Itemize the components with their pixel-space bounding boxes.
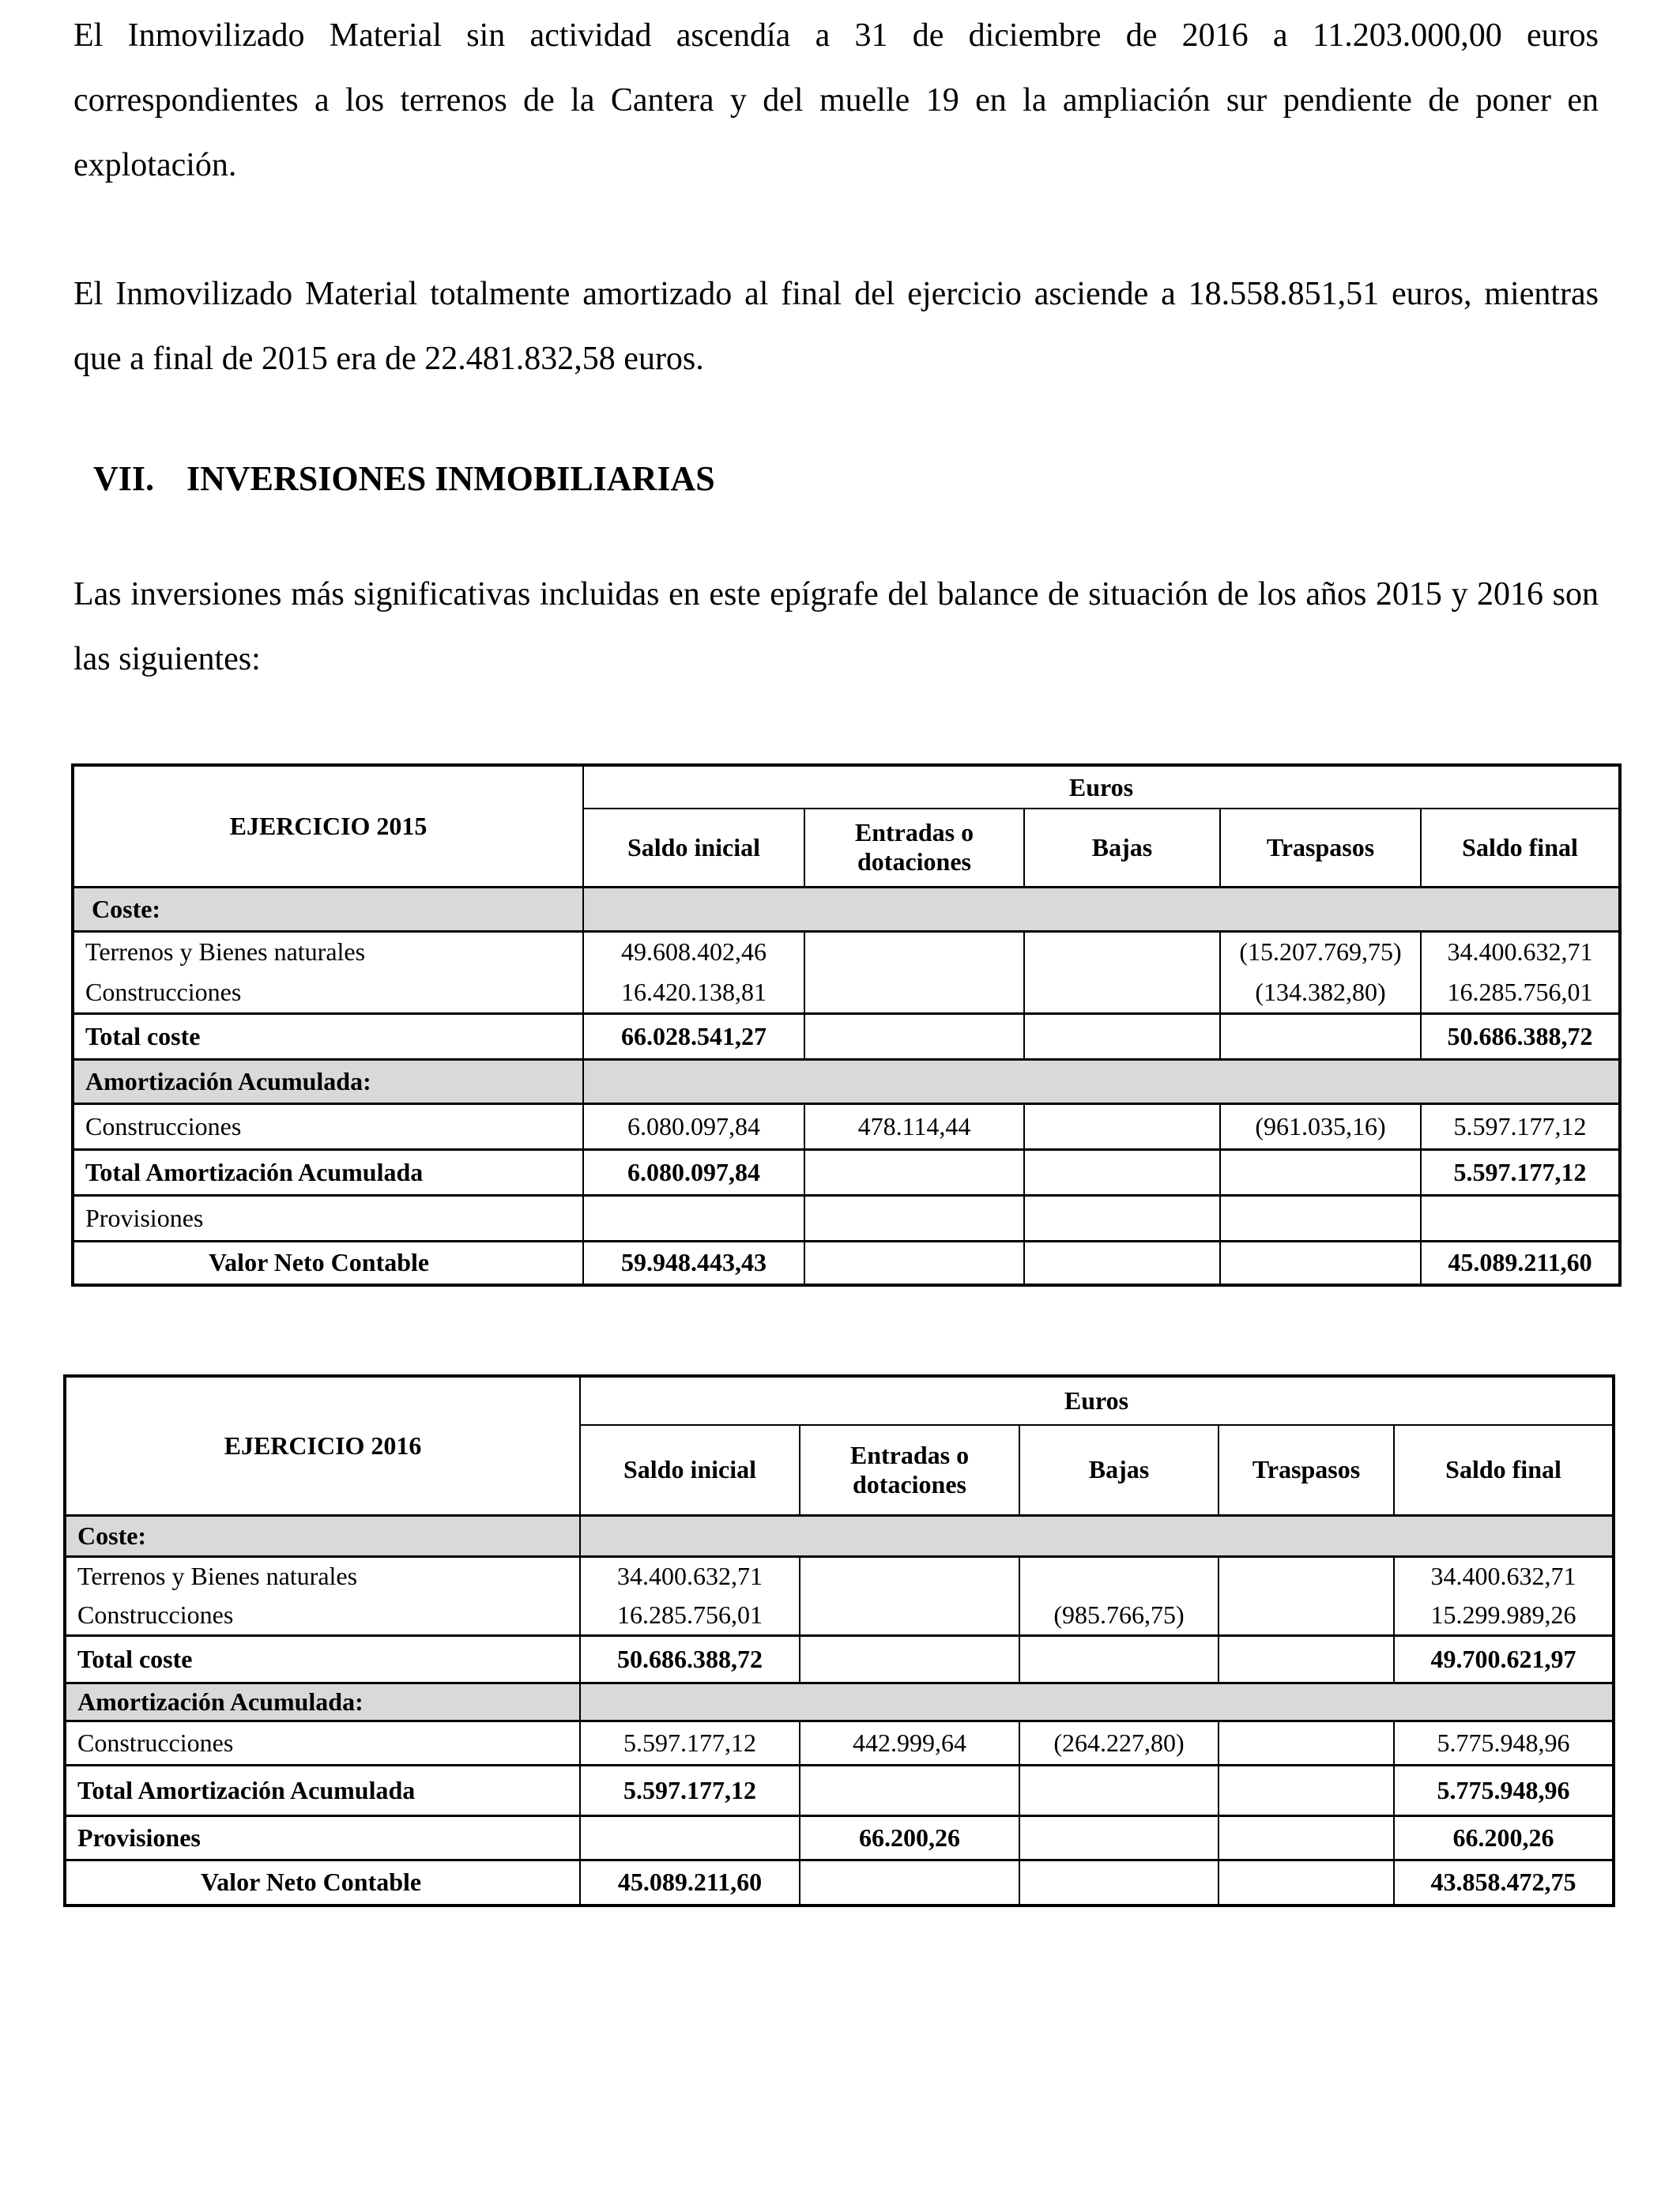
cell-entradas [804,1195,1024,1241]
cell-traspasos [1219,1765,1394,1815]
table-row-total [65,1765,1614,1815]
column-header: Saldo inicial [580,1425,800,1515]
cell-saldo-inicial: 16.420.138,81 [583,972,804,1013]
table-row-total [65,1635,1614,1683]
row-label: Terrenos y Bienes naturales [65,1556,580,1596]
row-label: Construcciones [65,1721,580,1765]
currency-header: Euros [583,765,1620,809]
cell-saldo-final: 16.285.756,01 [1421,972,1620,1013]
cell-entradas: 66.200,26 [800,1815,1019,1860]
column-header: Bajas [1019,1425,1219,1515]
row-label: Construcciones [73,1103,583,1149]
column-header: Saldo final [1421,809,1620,887]
row-label: Valor Neto Contable [73,1241,583,1285]
column-header: Bajas [1024,809,1220,887]
table-row [65,1556,1614,1596]
cell-saldo-final [1421,1195,1620,1241]
row-label: Total Amortización Acumulada [65,1765,580,1815]
cell-entradas [804,931,1024,972]
section-fill [583,887,1620,931]
cell-traspasos: (961.035,16) [1220,1103,1421,1149]
table-row [65,1721,1614,1765]
table-ejercicio-2015 [71,763,1622,1287]
year-label: EJERCICIO 2016 [65,1376,580,1515]
row-label: Provisiones [73,1195,583,1241]
table-row [65,1815,1614,1860]
cell-bajas: (985.766,75) [1019,1596,1219,1635]
cell-saldo-final: 49.700.621,97 [1394,1635,1614,1683]
section-number: VII. [93,459,155,498]
row-label: Total coste [73,1013,583,1059]
table-row [73,1103,1620,1149]
cell-traspasos [1220,1195,1421,1241]
cell-saldo-final: 34.400.632,71 [1421,931,1620,972]
table-row [73,1195,1620,1241]
cell-saldo-final: 15.299.989,26 [1394,1596,1614,1635]
cell-saldo-final: 43.858.472,75 [1394,1860,1614,1906]
cell-traspasos: (15.207.769,75) [1220,931,1421,972]
column-header: Traspasos [1219,1425,1394,1515]
cell-traspasos [1220,1241,1421,1285]
cell-entradas [800,1596,1019,1635]
currency-header: Euros [580,1376,1614,1425]
cell-bajas [1019,1635,1219,1683]
cell-entradas [804,1013,1024,1059]
cell-saldo-inicial: 6.080.097,84 [583,1149,804,1195]
paragraph-inmovilizado-amortizado: El Inmovilizado Material totalmente amortizado al final del ejercicio asciende a 18.558.851,51 euros, mientras que a final de 2015 era de 22.481.832,58 euros. [73,276,1599,377]
cell-bajas: (264.227,80) [1019,1721,1219,1765]
row-label: Construcciones [65,1596,580,1635]
cell-saldo-inicial: 49.608.402,46 [583,931,804,972]
cell-entradas [804,972,1024,1013]
cell-bajas [1024,1013,1220,1059]
column-header: Traspasos [1220,809,1421,887]
table-row-total [65,1860,1614,1906]
cell-saldo-final: 34.400.632,71 [1394,1556,1614,1596]
section-label-amortizacion: Amortización Acumulada: [73,1059,583,1103]
section-label-coste: Coste: [73,887,583,931]
paragraph-intro-tables: Las inversiones más significativas incluidas en este epígrafe del balance de situación de los años 2015 y 2016 son las siguientes: [73,576,1599,677]
section-fill [583,1059,1620,1103]
cell-traspasos [1219,1596,1394,1635]
row-label: Terrenos y Bienes naturales [73,931,583,972]
cell-bajas [1024,1149,1220,1195]
cell-entradas [804,1149,1024,1195]
cell-entradas: 442.999,64 [800,1721,1019,1765]
cell-saldo-final: 5.597.177,12 [1421,1149,1620,1195]
cell-bajas [1019,1765,1219,1815]
cell-saldo-final: 50.686.388,72 [1421,1013,1620,1059]
section-fill [580,1683,1614,1721]
section-heading [93,458,715,499]
cell-saldo-final: 5.775.948,96 [1394,1765,1614,1815]
cell-bajas [1019,1860,1219,1906]
year-label: EJERCICIO 2015 [73,765,583,887]
cell-bajas [1024,1103,1220,1149]
cell-saldo-inicial: 66.028.541,27 [583,1013,804,1059]
column-header: Saldo inicial [583,809,804,887]
cell-saldo-inicial: 6.080.097,84 [583,1103,804,1149]
cell-saldo-inicial: 34.400.632,71 [580,1556,800,1596]
section-title: INVERSIONES INMOBILIARIAS [186,459,715,498]
column-header: Entradas o dotaciones [804,809,1024,887]
table-row [73,972,1620,1013]
cell-bajas [1019,1556,1219,1596]
table-row [73,931,1620,972]
cell-saldo-inicial: 5.597.177,12 [580,1765,800,1815]
cell-bajas [1024,931,1220,972]
cell-traspasos [1219,1721,1394,1765]
cell-saldo-inicial: 16.285.756,01 [580,1596,800,1635]
cell-saldo-inicial [583,1195,804,1241]
column-header: Saldo final [1394,1425,1614,1515]
cell-saldo-inicial: 59.948.443,43 [583,1241,804,1285]
table-row-total [73,1013,1620,1059]
cell-traspasos: (134.382,80) [1220,972,1421,1013]
section-fill [580,1515,1614,1556]
cell-traspasos [1219,1815,1394,1860]
cell-bajas [1024,972,1220,1013]
table-row [65,1596,1614,1635]
cell-saldo-inicial [580,1815,800,1860]
row-label: Total Amortización Acumulada [73,1149,583,1195]
row-label: Construcciones [73,972,583,1013]
cell-entradas: 478.114,44 [804,1103,1024,1149]
cell-saldo-final: 5.775.948,96 [1394,1721,1614,1765]
cell-traspasos [1219,1556,1394,1596]
cell-traspasos [1220,1013,1421,1059]
cell-entradas [804,1241,1024,1285]
cell-saldo-final: 5.597.177,12 [1421,1103,1620,1149]
cell-entradas [800,1556,1019,1596]
cell-saldo-final: 66.200,26 [1394,1815,1614,1860]
cell-saldo-final: 45.089.211,60 [1421,1241,1620,1285]
table-row-total [73,1241,1620,1285]
cell-saldo-inicial: 5.597.177,12 [580,1721,800,1765]
cell-entradas [800,1765,1019,1815]
cell-saldo-inicial: 45.089.211,60 [580,1860,800,1906]
section-label-coste: Coste: [65,1515,580,1556]
column-header: Entradas o dotaciones [800,1425,1019,1515]
cell-traspasos [1219,1860,1394,1906]
section-label-amortizacion: Amortización Acumulada: [65,1683,580,1721]
cell-traspasos [1220,1149,1421,1195]
cell-entradas [800,1635,1019,1683]
cell-saldo-inicial: 50.686.388,72 [580,1635,800,1683]
cell-bajas [1024,1195,1220,1241]
cell-bajas [1024,1241,1220,1285]
paragraph-inmovilizado-sin-actividad: El Inmovilizado Material sin actividad ascendía a 31 de diciembre de 2016 a 11.203.000,00 euros correspondientes a los terrenos de la Cantera y del muelle 19 en la ampliación sur pendiente de poner en explotación. [73,17,1599,183]
row-label: Provisiones [65,1815,580,1860]
table-row-total [73,1149,1620,1195]
table-ejercicio-2016 [63,1374,1615,1907]
cell-entradas [800,1860,1019,1906]
cell-bajas [1019,1815,1219,1860]
cell-traspasos [1219,1635,1394,1683]
row-label: Total coste [65,1635,580,1683]
row-label: Valor Neto Contable [65,1860,580,1906]
